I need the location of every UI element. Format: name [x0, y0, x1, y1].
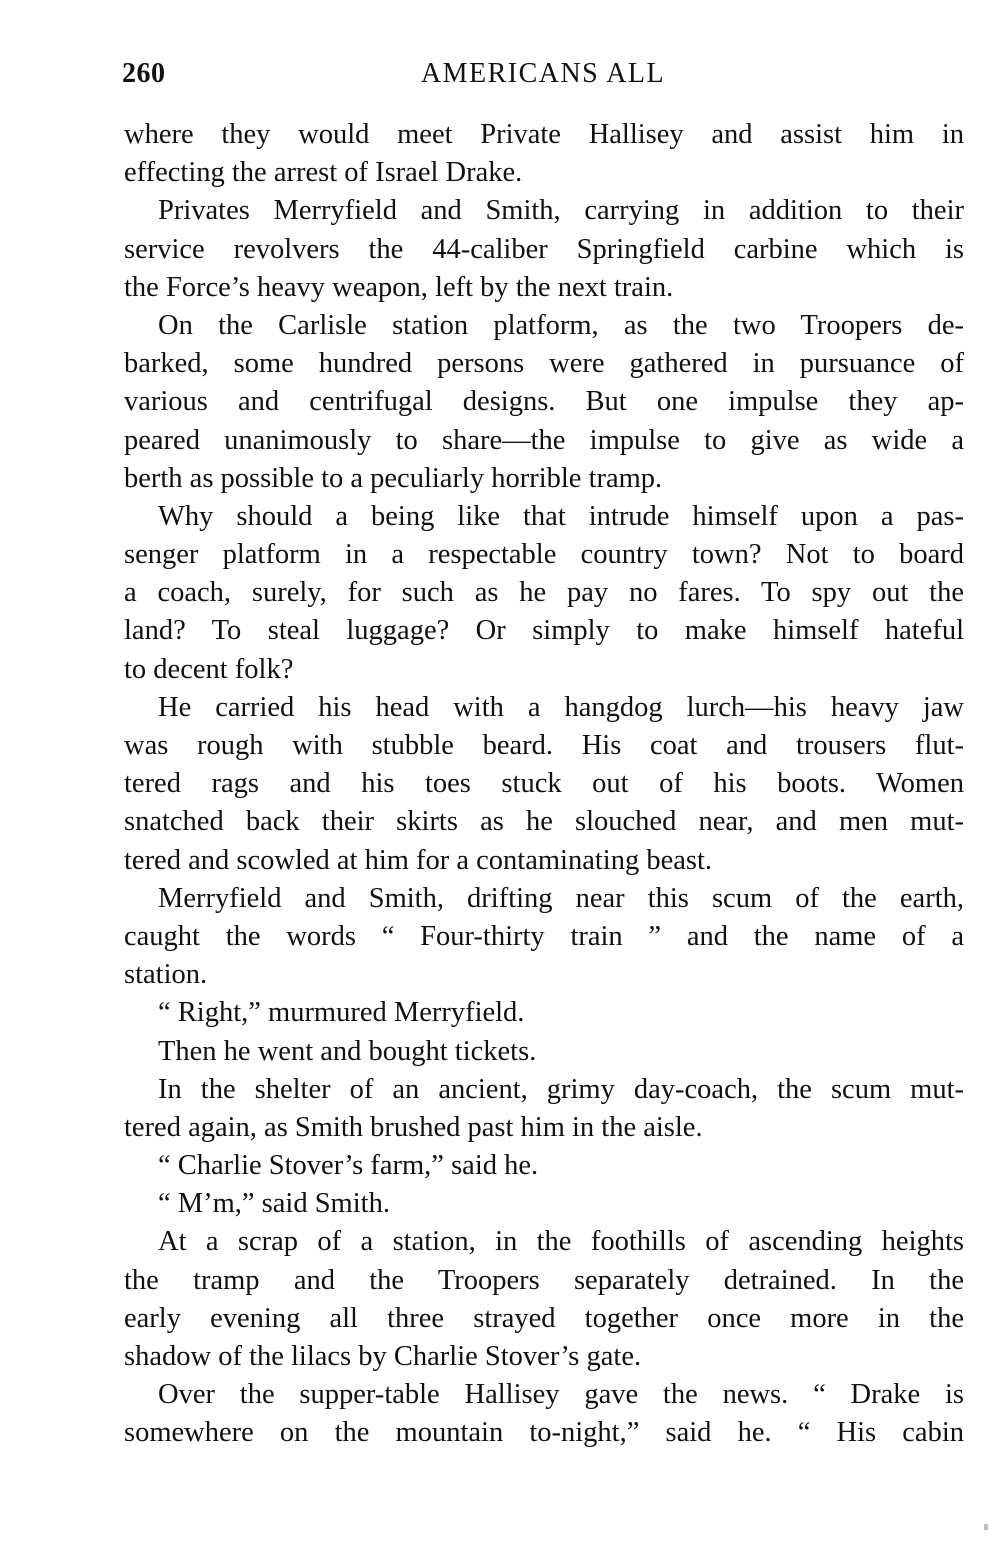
text-line: Why should a being like that intrude himself upon a pas-: [158, 500, 964, 532]
text-line: “ M’m,” said Smith.: [158, 1188, 390, 1220]
text-line: caught the words “ Four-thirty train ” and the name of a: [124, 920, 964, 952]
text-line: “ Charlie Stover’s farm,” said he.: [158, 1150, 539, 1182]
text-line: Then he went and bought tickets.: [158, 1035, 537, 1067]
text-line: senger platform in a respectable country town? Not to board: [124, 539, 964, 571]
running-head: AMERICANS ALL: [420, 58, 666, 89]
text-line: effecting the arrest of Israel Drake.: [124, 157, 523, 189]
body-text: [124, 116, 964, 1453]
text-line: barked, some hundred persons were gathered in pursuance of: [124, 348, 964, 380]
page-number: 260: [122, 58, 166, 89]
text-line: tered and scowled at him for a contaminating beast.: [124, 844, 713, 876]
text-line: Privates Merryfield and Smith, carrying in addition to their: [158, 195, 964, 227]
text-line: tered rags and his toes stuck out of his boots. Women: [124, 768, 964, 800]
text-line: At a scrap of a station, in the foothills of ascending heights: [158, 1226, 964, 1258]
text-line: early evening all three strayed together once more in the: [124, 1302, 964, 1334]
text-line: land? To steal luggage? Or simply to make himself hateful: [124, 615, 964, 647]
text-line: service revolvers the 44-caliber Springfield carbine which is: [124, 233, 964, 265]
text-line: shadow of the lilacs by Charlie Stover’s gate.: [124, 1341, 642, 1372]
text-line: the Force’s heavy weapon, left by the next train.: [124, 271, 674, 303]
text-line: to decent folk?: [124, 653, 294, 685]
text-line: the tramp and the Troopers separately detrained. In the: [124, 1264, 964, 1296]
text-line: “ Right,” murmured Merryfield.: [158, 997, 525, 1029]
text-line: station.: [124, 959, 208, 991]
text-line: Over the supper-table Hallisey gave the news. “ Drake is: [158, 1379, 964, 1411]
text-line: a coach, surely, for such as he pay no fares. To spy out the: [124, 577, 964, 609]
text-line: He carried his head with a hangdog lurch—his heavy jaw: [158, 691, 964, 723]
text-line: On the Carlisle station platform, as the two Troopers de-: [158, 309, 964, 341]
text-line: peared unanimously to share—the impulse to give as wide a: [124, 424, 964, 456]
page-header: [122, 58, 964, 102]
text-line: where they would meet Private Hallisey and assist him in: [124, 119, 964, 150]
text-line: berth as possible to a peculiarly horrible tramp.: [124, 462, 663, 494]
text-line: was rough with stubble beard. His coat and trousers flut-: [124, 730, 964, 761]
text-line: Merryfield and Smith, drifting near this scum of the earth,: [158, 882, 964, 914]
text-line: snatched back their skirts as he slouched near, and men mut-: [124, 806, 964, 838]
text-line: somewhere on the mountain to-night,” said he. “ His cabin: [124, 1417, 964, 1449]
text-line: various and centrifugal designs. But one impulse they ap-: [124, 386, 964, 418]
scan-speck: [984, 1524, 988, 1530]
text-line: In the shelter of an ancient, grimy day-coach, the scum mut-: [158, 1073, 964, 1105]
text-line: tered again, as Smith brushed past him in the aisle.: [124, 1111, 703, 1143]
